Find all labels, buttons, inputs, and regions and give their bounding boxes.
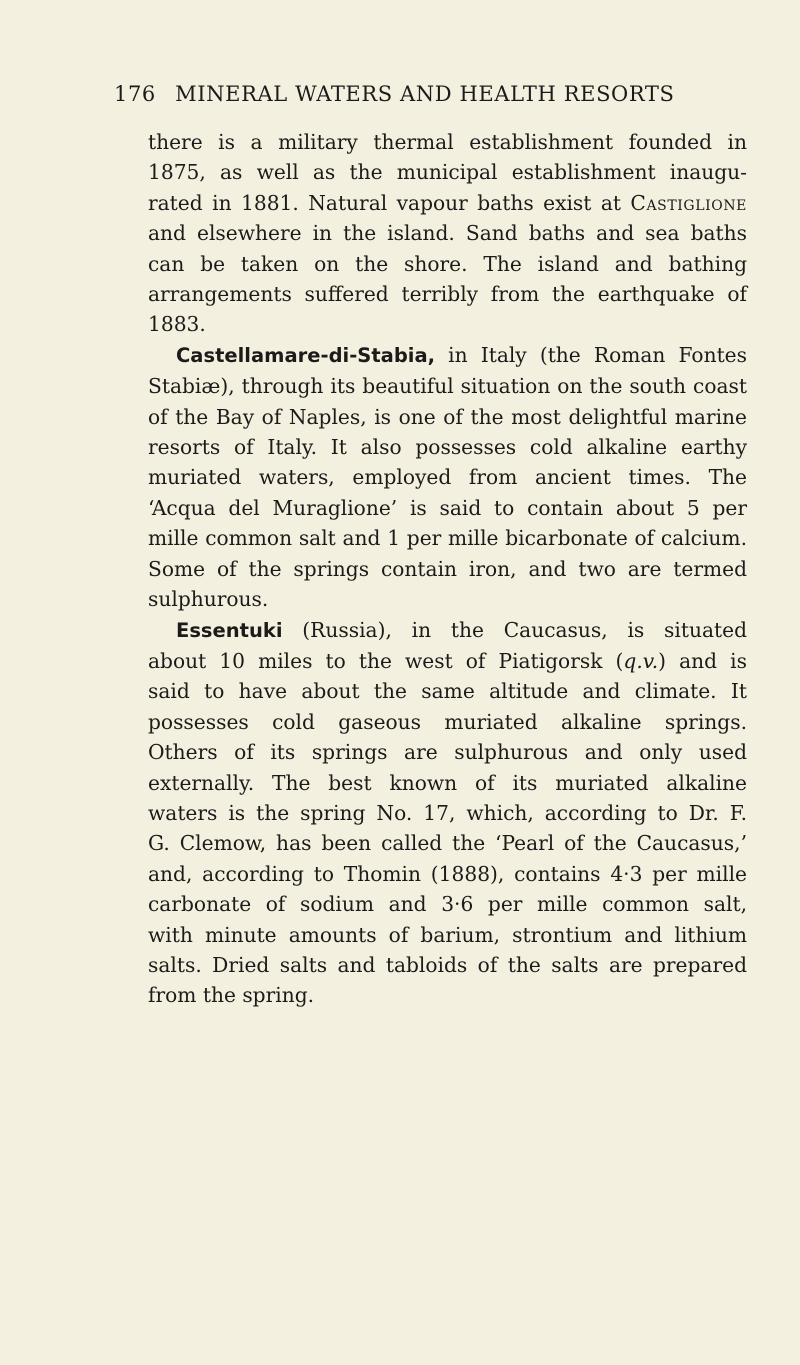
entry-essentuki xyxy=(148,615,747,1011)
entry-castellamare xyxy=(148,340,747,615)
text-run: ) and is xyxy=(658,648,747,673)
qv-reference: q.v. xyxy=(623,648,659,673)
text-line: and elsewhere in the island. Sand baths and sea baths xyxy=(148,221,747,246)
text-line: sulphurous. xyxy=(148,587,269,612)
text-line: 1875, as well as the municipal establishment inaugu- xyxy=(148,160,747,185)
paragraph-continuation xyxy=(148,127,747,340)
entry-heading: Essentuki xyxy=(176,618,283,642)
text-run: in Italy (the Roman Fontes xyxy=(435,342,747,367)
text-line: arrangements suffered terribly from the earthquake of xyxy=(148,282,747,307)
text-line: from the spring. xyxy=(148,983,315,1008)
text-line: Others of its springs are sulphurous and only used xyxy=(148,740,747,765)
text-line: Some of the springs contain iron, and two are termed xyxy=(148,556,747,581)
running-head xyxy=(114,82,754,106)
text-line: muriated waters, employed from ancient times. The xyxy=(148,465,747,490)
text-line: there is a military thermal establishment founded in xyxy=(148,130,747,154)
text-line xyxy=(148,646,747,676)
text-line: carbonate of sodium and 3·6 per mille common salt, xyxy=(148,892,747,917)
text-line: ‘Acqua del Muraglione’ is said to contain about 5 per xyxy=(148,495,747,520)
text-line xyxy=(148,615,747,646)
running-title: MINERAL WATERS AND HEALTH RESORTS xyxy=(175,82,675,106)
text-line: and, according to Thomin (1888), contains 4·3 per mille xyxy=(148,861,747,886)
text-line xyxy=(148,340,747,371)
body-text xyxy=(148,127,747,1011)
text-line: said to have about the same altitude and climate. It xyxy=(148,679,747,704)
page-number: 176 xyxy=(114,82,156,106)
text-run: (Russia), in the Caucasus, is situated xyxy=(282,617,747,642)
text-line xyxy=(148,188,747,218)
entry-heading: Castellamare-di-Stabia, xyxy=(176,343,436,367)
text-line: with minute amounts of barium, strontium and lithium xyxy=(148,922,747,947)
text-line: G. Clemow, has been called the ‘Pearl of the Caucasus,’ xyxy=(148,831,747,856)
text-run: about 10 miles to the west of Piatigorsk ( xyxy=(148,648,624,673)
text-line: salts. Dried salts and tabloids of the salts are prepared xyxy=(148,952,747,977)
text-line: waters is the spring No. 17, which, according to Dr. F. xyxy=(148,800,747,825)
text-line: possesses cold gaseous muriated alkaline springs. xyxy=(148,709,747,734)
text-run: rated in 1881. Natural vapour baths exist at xyxy=(148,190,631,215)
text-line: can be taken on the shore. The island and bathing xyxy=(148,251,747,276)
text-line: Stabiæ), through its beautiful situation on the south coast xyxy=(148,374,747,399)
text-line: resorts of Italy. It also possesses cold alkaline earthy xyxy=(148,435,747,460)
text-line: of the Bay of Naples, is one of the most delightful marine xyxy=(148,404,747,429)
text-line: 1883. xyxy=(148,312,206,337)
place-name-castiglione: Castiglione xyxy=(630,190,747,215)
text-line: mille common salt and 1 per mille bicarbonate of calcium. xyxy=(148,526,747,551)
text-line: externally. The best known of its muriated alkaline xyxy=(148,770,747,795)
